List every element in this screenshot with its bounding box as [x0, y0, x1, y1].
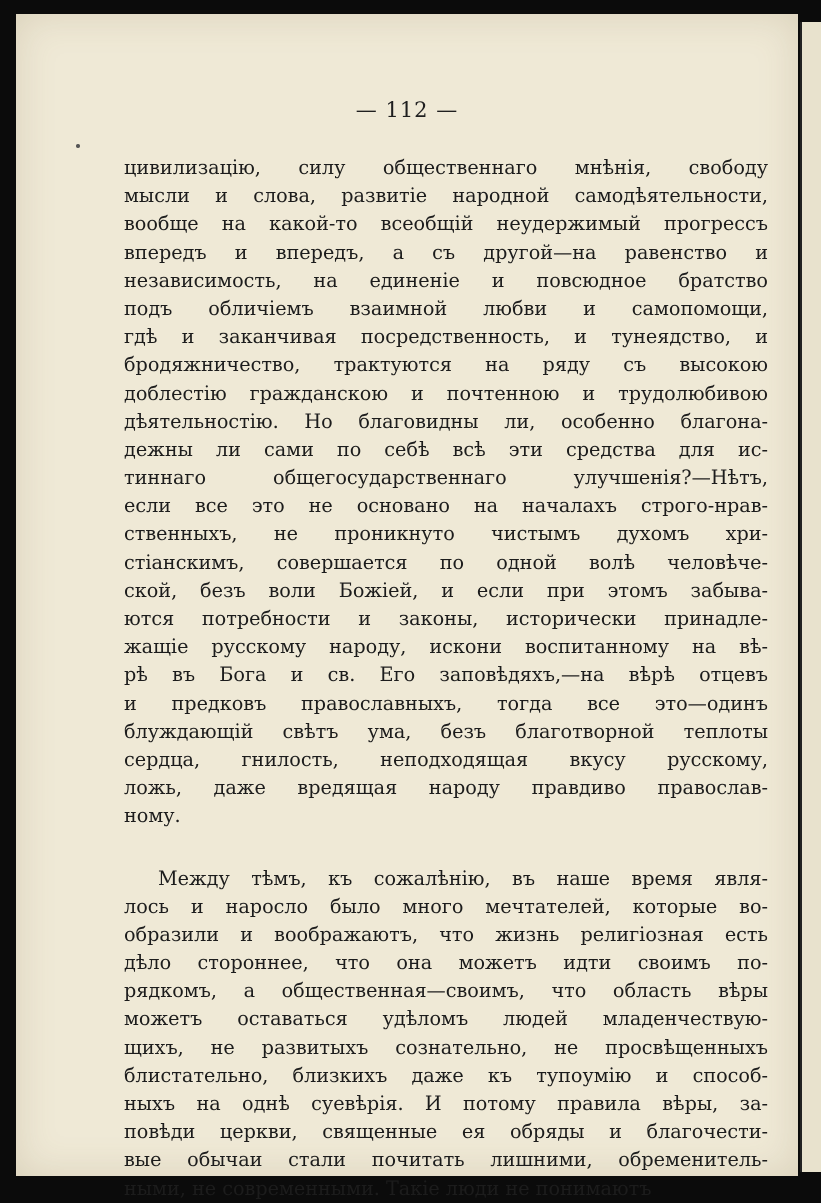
text-line: дѣло стороннее, что она можетъ идти своимъ по- [124, 951, 768, 975]
paragraph-gap [124, 831, 768, 865]
text-line: ложь, даже вредящая народу правдиво православ- [124, 776, 768, 800]
page-number: — 112 — [355, 98, 459, 122]
text-line: лось и наросло было много мечтателей, которые во- [124, 894, 768, 918]
text-line: щихъ, не развитыхъ сознательно, не просвѣщенныхъ [124, 1035, 768, 1059]
text-line: дѣятельностію. Но благовидны ли, особенно благона- [124, 409, 768, 433]
text-line: блуждающій свѣтъ ума, безъ благотворной теплоты [124, 719, 768, 743]
text-line: цивилизацію, силу общественнаго мнѣнія, свободу [124, 156, 768, 179]
paragraph-1 [124, 154, 768, 831]
text-line: повѣди церкви, священные ея обряды и благочести- [124, 1120, 768, 1144]
text-line: ственныхъ, не проникнуто чистымъ духомъ хри- [124, 522, 768, 546]
text-line: Между тѣмъ, къ сожалѣнію, въ наше время явля- [158, 866, 768, 890]
text-line: мысли и слова, развитіе народной самодѣятельности, [124, 184, 768, 208]
text-line: тиннаго общегосударственнаго улучшенія?—Нѣтъ, [124, 466, 768, 490]
speck-mark [76, 144, 80, 148]
text-line: жащіе русскому народу, искони воспитанному на вѣ- [124, 635, 768, 659]
adjacent-page-edge [800, 22, 821, 1172]
text-line: рядкомъ, а общественная—своимъ, что область вѣры [124, 979, 768, 1003]
text-line: подъ обличіемъ взаимной любви и самопомощи, [124, 296, 768, 320]
text-line: дежны ли сами по себѣ всѣ эти средства для ис- [124, 437, 768, 461]
text-line: сердца, гнилость, неподходящая вкусу русскому, [124, 747, 768, 771]
text-line: впередъ и впередъ, а съ другой—на равенство и [124, 240, 768, 264]
text-line: вые обычаи стали почитать лишними, обременитель- [124, 1148, 768, 1172]
text-line: ными, не современными. Такіе люди не понимаютъ [124, 1176, 652, 1200]
text-line: ному. [124, 804, 181, 828]
text-line: ской, безъ воли Божіей, и если при этомъ забыва- [124, 578, 768, 602]
text-line: блистательно, близкихъ даже къ тупоумію и способ- [124, 1063, 768, 1087]
text-line: рѣ въ Бога и св. Его заповѣдяхъ,—на вѣрѣ отцевъ [124, 663, 768, 687]
book-page [16, 14, 798, 1200]
text-line: гдѣ и заканчивая посредственность, и тунеядство, и [124, 325, 768, 349]
text-line: ныхъ на однѣ суевѣрія. И потому правила вѣры, за- [124, 1092, 768, 1115]
text-line: ются потребности и законы, исторически принадле- [124, 607, 768, 630]
text-line: если все это не основано на началахъ строго-нрав- [124, 494, 768, 518]
body-text [124, 154, 768, 1203]
text-line: стіанскимъ, совершается по одной волѣ человѣче- [124, 550, 768, 574]
paragraph-2 [124, 865, 768, 1203]
text-line: можетъ оставаться удѣломъ людей младенчествую- [124, 1007, 768, 1031]
text-line: вообще на какой-то всеобщій неудержимый прогрессъ [124, 212, 768, 236]
text-line: и предковъ православныхъ, тогда все это—одинъ [124, 691, 768, 715]
text-line: доблестію гражданскою и почтенною и трудолюбивою [124, 381, 768, 405]
text-line: бродяжничество, трактуются на ряду съ высокою [124, 353, 768, 377]
text-line: образили и воображаютъ, что жизнь религіозная есть [124, 922, 768, 946]
text-line: независимость, на единеніе и повсюдное братство [124, 268, 768, 292]
